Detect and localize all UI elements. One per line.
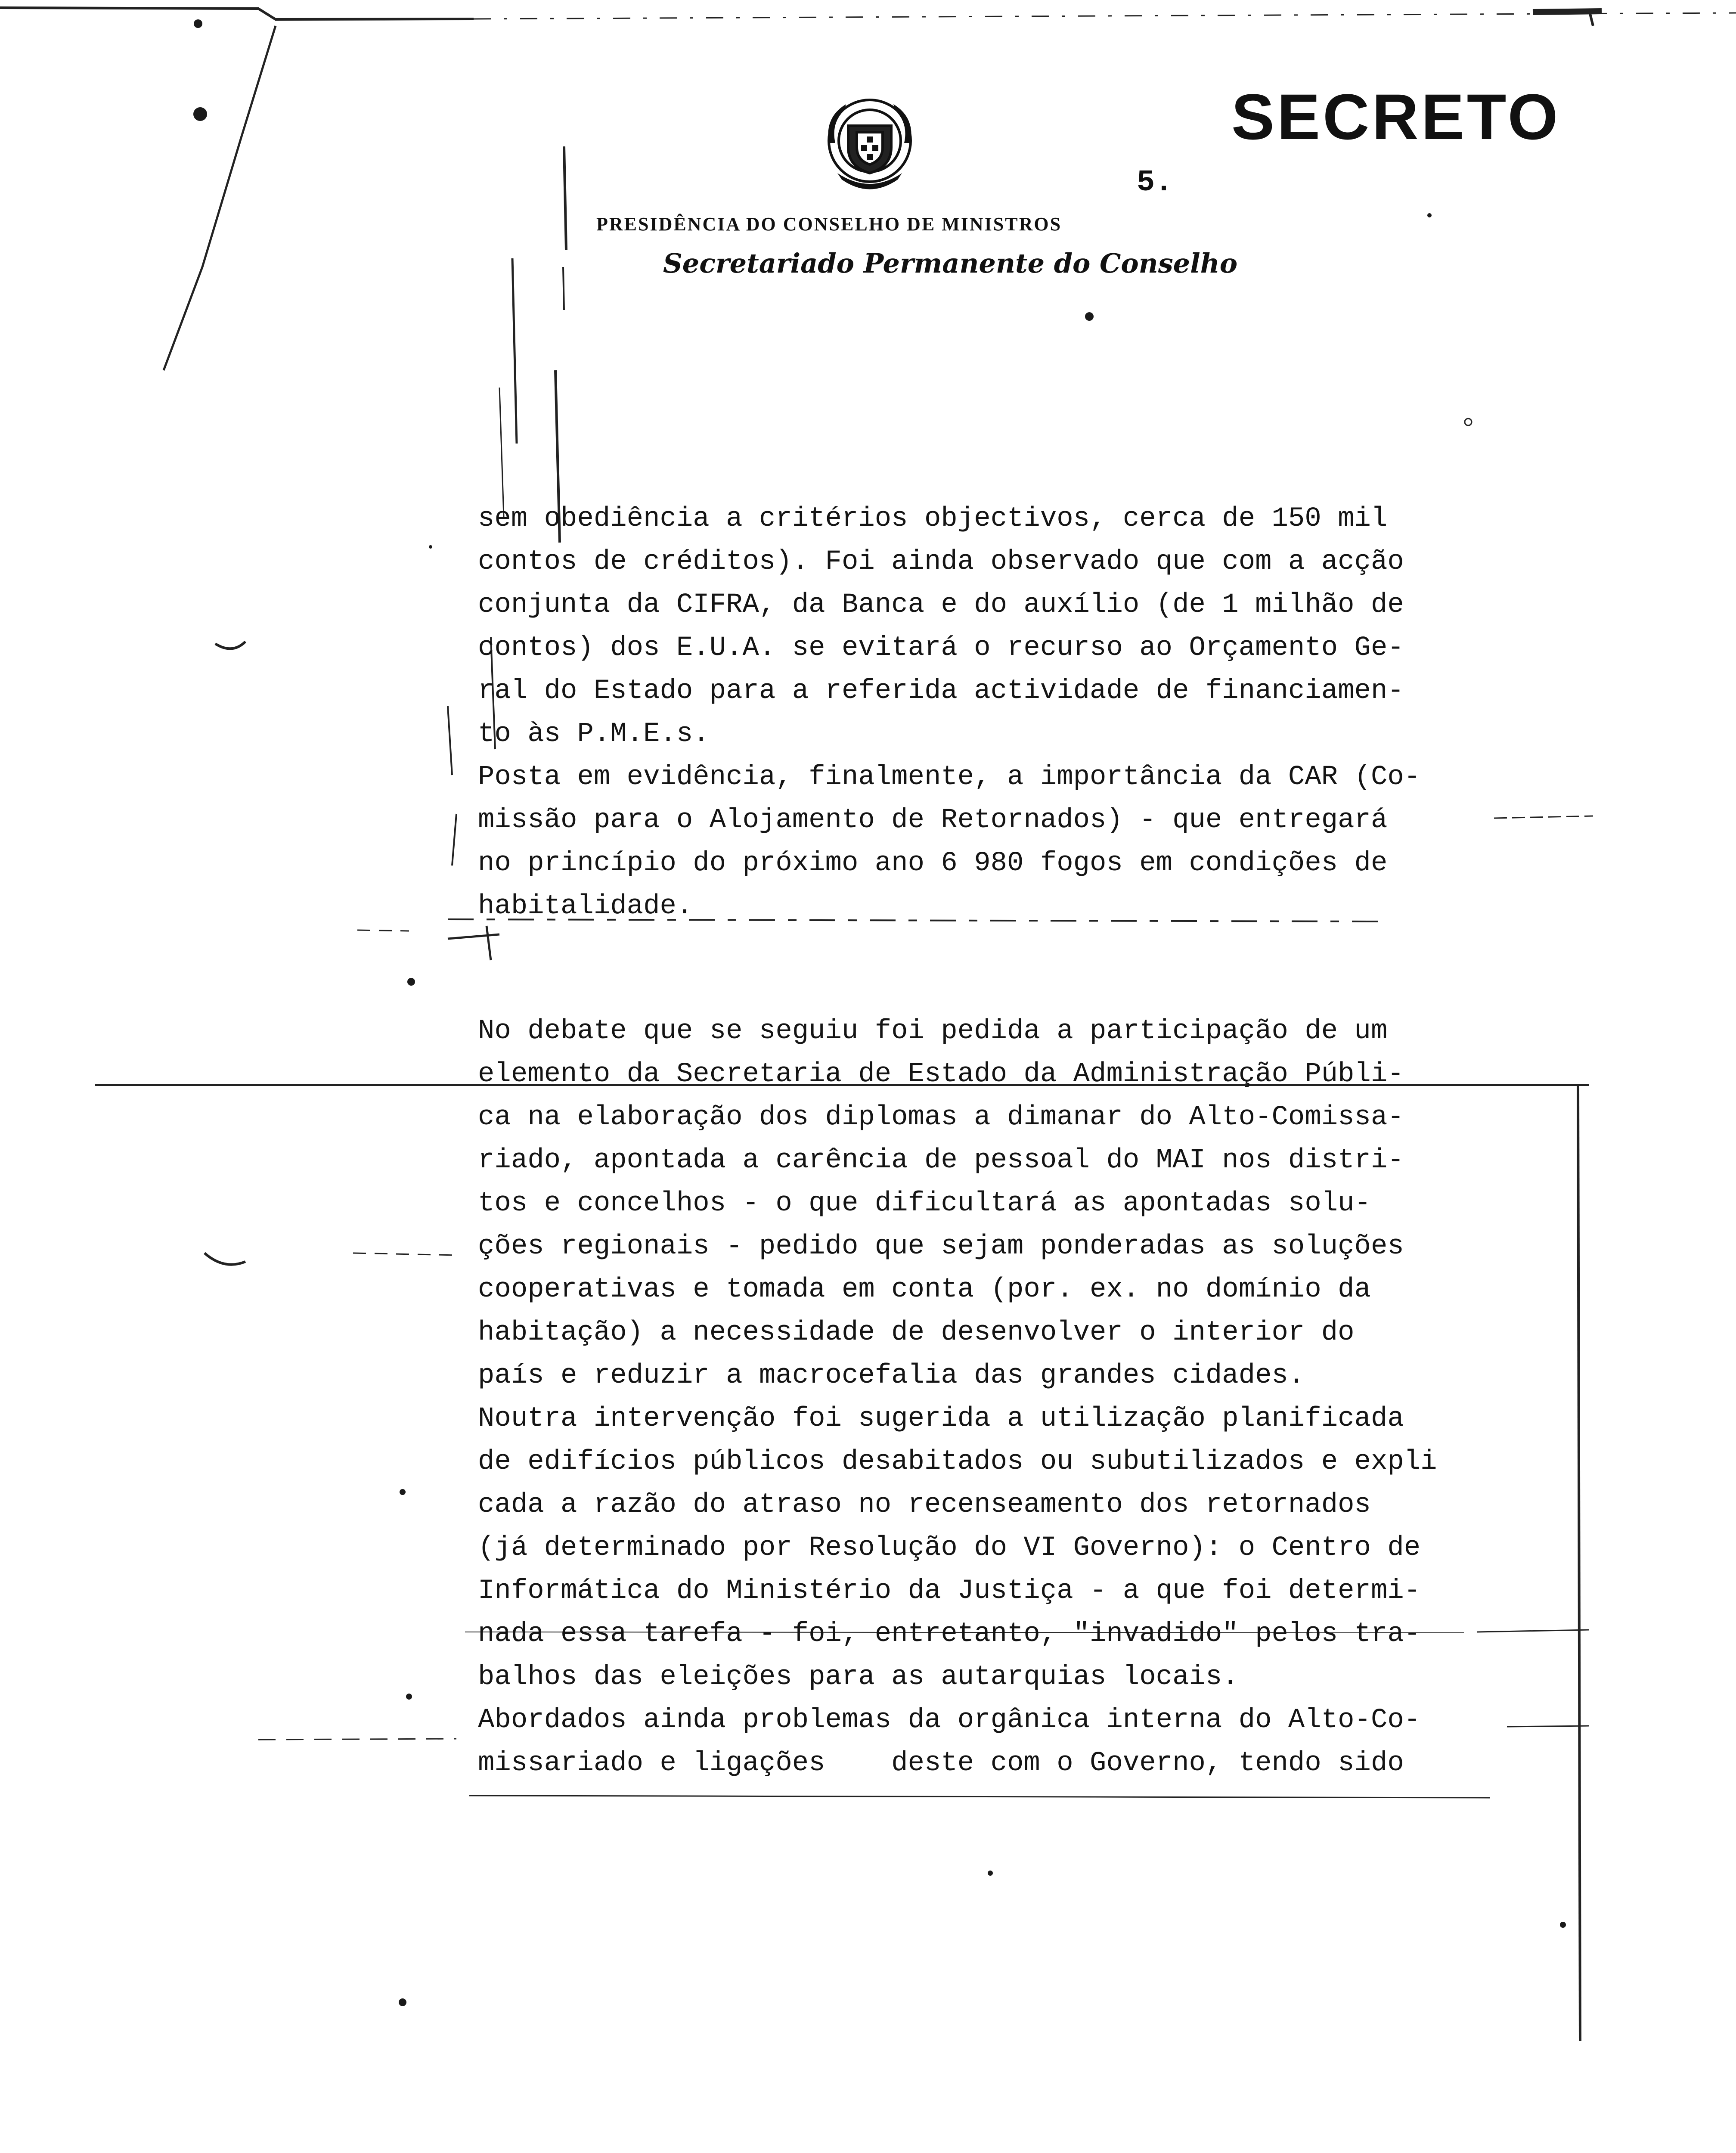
text-line: habitalidade. [478,891,693,922]
text-line: missão para o Alojamento de Retornados) - que entregará [478,805,1388,836]
portuguese-coat-of-arms-icon [820,91,919,199]
text-line: contos) dos E.U.A. se evitará o recurso ao Orçamento Ge- [478,633,1404,664]
text-line: contos de créditos). Foi ainda observado que com a acção [478,546,1404,577]
text-line: ral do Estado para a referida actividade de financiamen- [478,676,1404,707]
text-line: sem obediência a critérios objectivos, cerca de 150 mil [478,503,1388,534]
text-line: to às P.M.E.s. [478,719,710,750]
text-line: habitação) a necessidade de desenvolver o interior do [478,1317,1355,1348]
text-line: No debate que se seguiu foi pedida a participação de um [478,1016,1388,1047]
text-line: tos e concelhos - o que dificultará as apontadas solu- [478,1188,1371,1219]
text-line: Abordados ainda problemas da orgânica interna do Alto-Co- [478,1705,1421,1736]
text-block-2 [478,1010,1437,1785]
text-line: conjunta da CIFRA, da Banca e do auxílio (de 1 milhão de [478,589,1404,620]
text-block-1 [478,497,1420,928]
text-line: Posta em evidência, finalmente, a importância da CAR (Co- [478,762,1421,793]
text-line: missariado e ligações deste com o Governo, tendo sido [478,1748,1404,1779]
page-number: 5. [1137,166,1173,200]
text-line: de edifícios públicos desabitados ou subutilizados e expli [478,1446,1437,1477]
text-line: balhos das eleições para as autarquias locais. [478,1662,1239,1693]
text-line: país e reduzir a macrocefalia das grandes cidades. [478,1360,1305,1391]
text-line: ca na elaboração dos diplomas a dimanar do Alto-Comissa- [478,1102,1404,1133]
text-line: elemento da Secretaria de Estado da Administração Públi- [478,1059,1404,1090]
classification-stamp: SECRETO [1231,81,1561,153]
text-line: no princípio do próximo ano 6 980 fogos em condições de [478,848,1388,879]
text-line: cooperativas e tomada em conta (por. ex. no domínio da [478,1274,1371,1305]
text-line: cada a razão do atraso no recenseamento dos retornados [478,1489,1371,1520]
text-line: ções regionais - pedido que sejam ponderadas as soluções [478,1231,1404,1262]
department-name: Secretariado Permanente do Conselho [663,248,1238,279]
text-line: Informática do Ministério da Justiça - a que foi determi- [478,1576,1421,1607]
text-line: Noutra intervenção foi sugerida a utilização planificada [478,1403,1404,1434]
text-line: nada essa tarefa - foi, entretanto, "invadido" pelos tra- [478,1619,1421,1650]
text-line: (já determinado por Resolução do VI Governo): o Centro de [478,1533,1421,1564]
text-line: riado, apontada a carência de pessoal do MAI nos distri- [478,1145,1404,1176]
organization-name: PRESIDÊNCIA DO CONSELHO DE MINISTROS [596,214,1062,235]
